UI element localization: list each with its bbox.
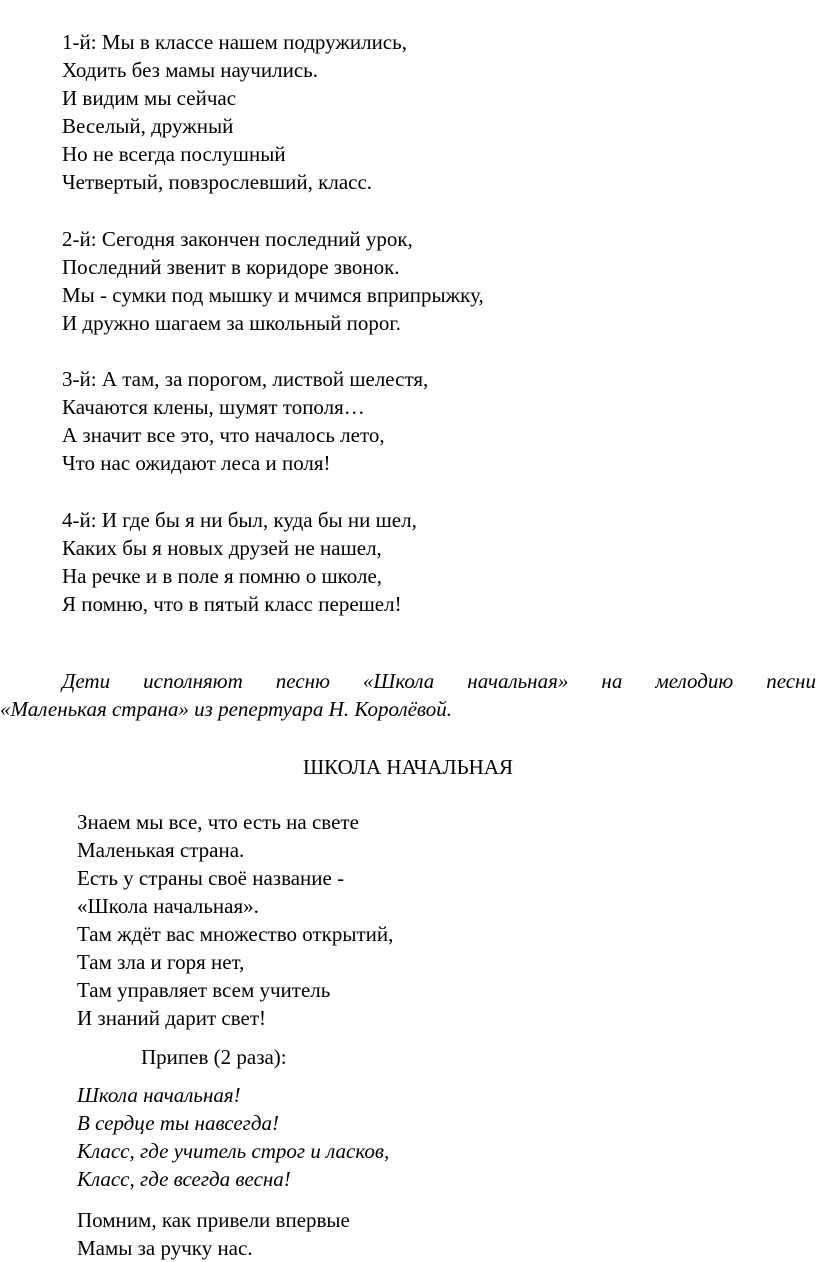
stanza-line: Я помню, что в пятый класс перешел!	[62, 592, 402, 616]
note-word: на	[601, 669, 623, 693]
note-word: «Школа	[362, 669, 435, 693]
stage-direction	[0, 667, 816, 723]
stanza-line: На речке и в поле я помню о школе,	[62, 564, 383, 588]
stanza-line: 2-й: Сегодня закончен последний урок,	[62, 227, 413, 251]
chorus-line: Школа начальная!	[77, 1083, 241, 1107]
verse-line: Там зла и горя нет,	[77, 950, 245, 974]
stage-direction-line-2: «Маленькая страна» из репертуара Н. Королёвой.	[0, 697, 453, 721]
stage-direction-line-1	[0, 667, 816, 695]
stanza-line: Каких бы я новых друзей не нашел,	[62, 536, 382, 560]
stanza-line: 3-й: А там, за порогом, листвой шелестя,	[62, 367, 429, 391]
verse-line: Там управляет всем учитель	[77, 978, 331, 1002]
stanza-line: Качаются клены, шумят тополя…	[62, 395, 365, 419]
stanza-line: Веселый, дружный	[62, 114, 234, 138]
verse-line: Маленькая страна.	[77, 838, 245, 862]
verse-line: Знаем мы все, что есть на свете	[77, 810, 359, 834]
verse-line: «Школа начальная».	[77, 894, 259, 918]
chorus-line: В сердце ты навсегда!	[77, 1111, 279, 1135]
stanza-4	[62, 506, 417, 618]
chorus-label: Припев (2 раза):	[141, 1045, 287, 1069]
stanza-line: Мы - сумки под мышку и мчимся вприпрыжку,	[62, 283, 484, 307]
note-word: начальная»	[467, 669, 569, 693]
verse-line: Есть у страны своё название -	[77, 866, 345, 890]
stanza-line: А значит все это, что началось лето,	[62, 423, 385, 447]
verse-line: Там ждёт вас множество открытий,	[77, 922, 394, 946]
stanza-line: Ходить без мамы научились.	[62, 58, 318, 82]
chorus	[77, 1081, 389, 1193]
stanza-line: Четвертый, повзрослевший, класс.	[62, 170, 373, 194]
song-verse-1	[77, 808, 393, 1032]
stanza-line: И видим мы сейчас	[62, 86, 237, 110]
stanza-3	[62, 365, 428, 477]
song-title: ШКОЛА НАЧАЛЬНАЯ	[302, 755, 514, 779]
verse-line: Мамы за ручку нас.	[77, 1236, 253, 1260]
verse-line: Помним, как привели впервые	[77, 1208, 350, 1232]
note-word: песню	[275, 669, 330, 693]
stanza-line: Что нас ожидают леса и поля!	[62, 451, 331, 475]
note-word: Дети	[62, 669, 111, 693]
stanza-line: 1-й: Мы в классе нашем подружились,	[62, 30, 407, 54]
song-verse-2	[77, 1206, 350, 1262]
stanza-line: 4-й: И где бы я ни был, куда бы ни шел,	[62, 508, 417, 532]
stanza-line: Последний звенит в коридоре звонок.	[62, 255, 400, 279]
stanza-2	[62, 225, 484, 337]
note-word: исполняют	[143, 669, 243, 693]
stanza-line: И дружно шагаем за школьный порог.	[62, 311, 401, 335]
note-word: песни	[766, 669, 816, 693]
note-word: мелодию	[655, 669, 734, 693]
chorus-line: Класс, где учитель строг и ласков,	[77, 1139, 390, 1163]
verse-line: И знаний дарит свет!	[77, 1006, 267, 1030]
stanza-1	[62, 28, 407, 196]
chorus-line: Класс, где всегда весна!	[77, 1167, 291, 1191]
stanza-line: Но не всегда послушный	[62, 142, 286, 166]
